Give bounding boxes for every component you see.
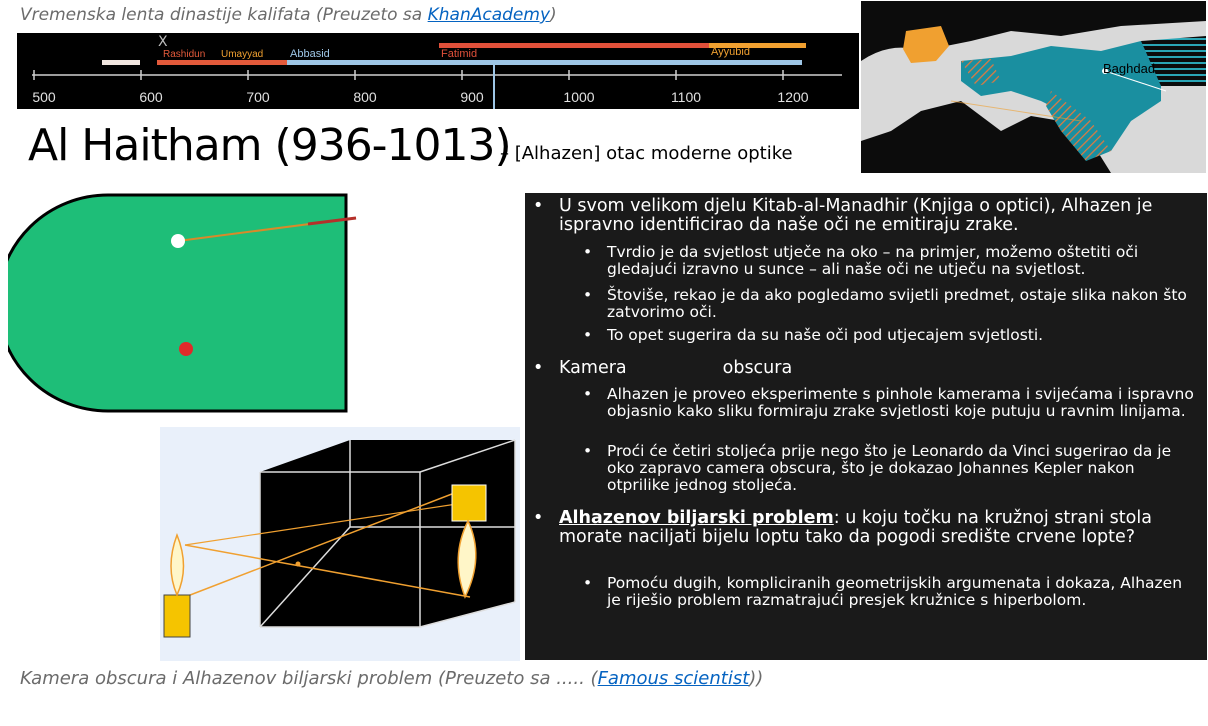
- inverted-candle: [452, 485, 486, 521]
- label-umayyad: Umayyad: [221, 49, 264, 60]
- page-subtitle: – [Alhazen] otac moderne optike: [500, 143, 793, 164]
- label-abbasid: Abbasid: [290, 48, 330, 60]
- tick-label: 900: [460, 89, 484, 105]
- bullet-kitab: • U svom velikom djelu Kitab-al-Manadhir (Knjiga o optici), Alhazen je ispravno identificirao da naše oči ne emitiraju zrake.: [559, 197, 1199, 235]
- diagram-caption: Kamera obscura i Alhazenov biljarski problem (Preuzeto sa ..... (Famous scientist)): [20, 668, 764, 689]
- label-ayyubid: Ayyubid: [711, 46, 750, 58]
- billiard-problem-title: Alhazenov biljarski problem: [559, 508, 834, 528]
- table-shape: [8, 195, 346, 411]
- white-ball: [171, 234, 185, 248]
- caliphate-map: [861, 1, 1206, 173]
- billiard-table-diagram: [8, 193, 368, 415]
- tick-label: 700: [246, 89, 270, 105]
- timeline-caption: Vremenska lenta dinastije kalifata (Preuzeto sa KhanAcademy): [20, 5, 557, 25]
- tick-label: 1200: [777, 89, 809, 105]
- sub-bullet-5: • Proći će četiri stoljeća prije nego što je Leonardo da Vinci sugerirao da je oko zapravo camera obscura, što je dokazao Johannes Kepler nakon otprilike jednog stoljeća.: [607, 443, 1197, 494]
- bar-rashidun: [157, 60, 192, 65]
- baghdad-label: Baghdad: [1103, 61, 1156, 76]
- tick-label: 1100: [670, 89, 702, 105]
- bullet-billiard: • Alhazenov biljarski problem: u koju točku na kružnoj strani stola morate naciljati bijelu loptu tako da pogodi središte crvene lopte?: [559, 509, 1199, 547]
- sub-bullet-6: • Pomoću dugih, kompliciranih geometrijskih argumenata i dokaza, Alhazen je riješio problem razmatrajući presjek kružnice s hiperbolom.: [607, 575, 1197, 609]
- bar-pre: [102, 60, 140, 65]
- label-rashidun: Rashidun: [163, 49, 206, 60]
- sub-bullet-4: • Alhazen je proveo eksperimente s pinhole kamerama i svijećama i ispravno objasnio kako sliku formiraju zrake svjetlosti koje putuju u ravnim linijama.: [607, 386, 1197, 420]
- bullet-camera: • Kamera obscura: [559, 359, 1199, 378]
- tick-marker: X: [158, 34, 168, 50]
- page-title: Al Haitham (936-1013): [28, 120, 511, 171]
- tick-label: 500: [32, 89, 56, 105]
- label-fatimid: Fatimid: [441, 48, 478, 60]
- bar-abbasid: [287, 60, 802, 65]
- famous-scientist-link[interactable]: Famous scientist: [597, 668, 750, 689]
- tick-label: 600: [139, 89, 163, 105]
- tick-label: 1000: [563, 89, 595, 105]
- sub-bullet-2: • Štoviše, rekao je da ako pogledamo svijetli predmet, ostaje slika nakon što zatvorimo oči.: [607, 287, 1197, 321]
- candle: [164, 595, 190, 637]
- pinhole: [296, 562, 301, 567]
- sub-bullet-1: • Tvrdio je da svjetlost utječe na oko – na primjer, možemo oštetiti oči gledajući izravno u sunce – ali naše oči ne utječu na svjetlost.: [607, 244, 1197, 278]
- bar-fatimid: [439, 43, 709, 48]
- content-panel: [525, 193, 1207, 660]
- khanacademy-link[interactable]: KhanAcademy: [427, 5, 551, 25]
- bar-umayyad: [192, 60, 292, 65]
- red-ball: [179, 342, 193, 356]
- sub-bullet-3: • To opet sugerira da su naše oči pod utjecajem svjetlosti.: [607, 327, 1197, 344]
- camera-obscura-diagram: [160, 427, 520, 661]
- dynasty-timeline: [17, 33, 859, 109]
- tick-label: 800: [353, 89, 377, 105]
